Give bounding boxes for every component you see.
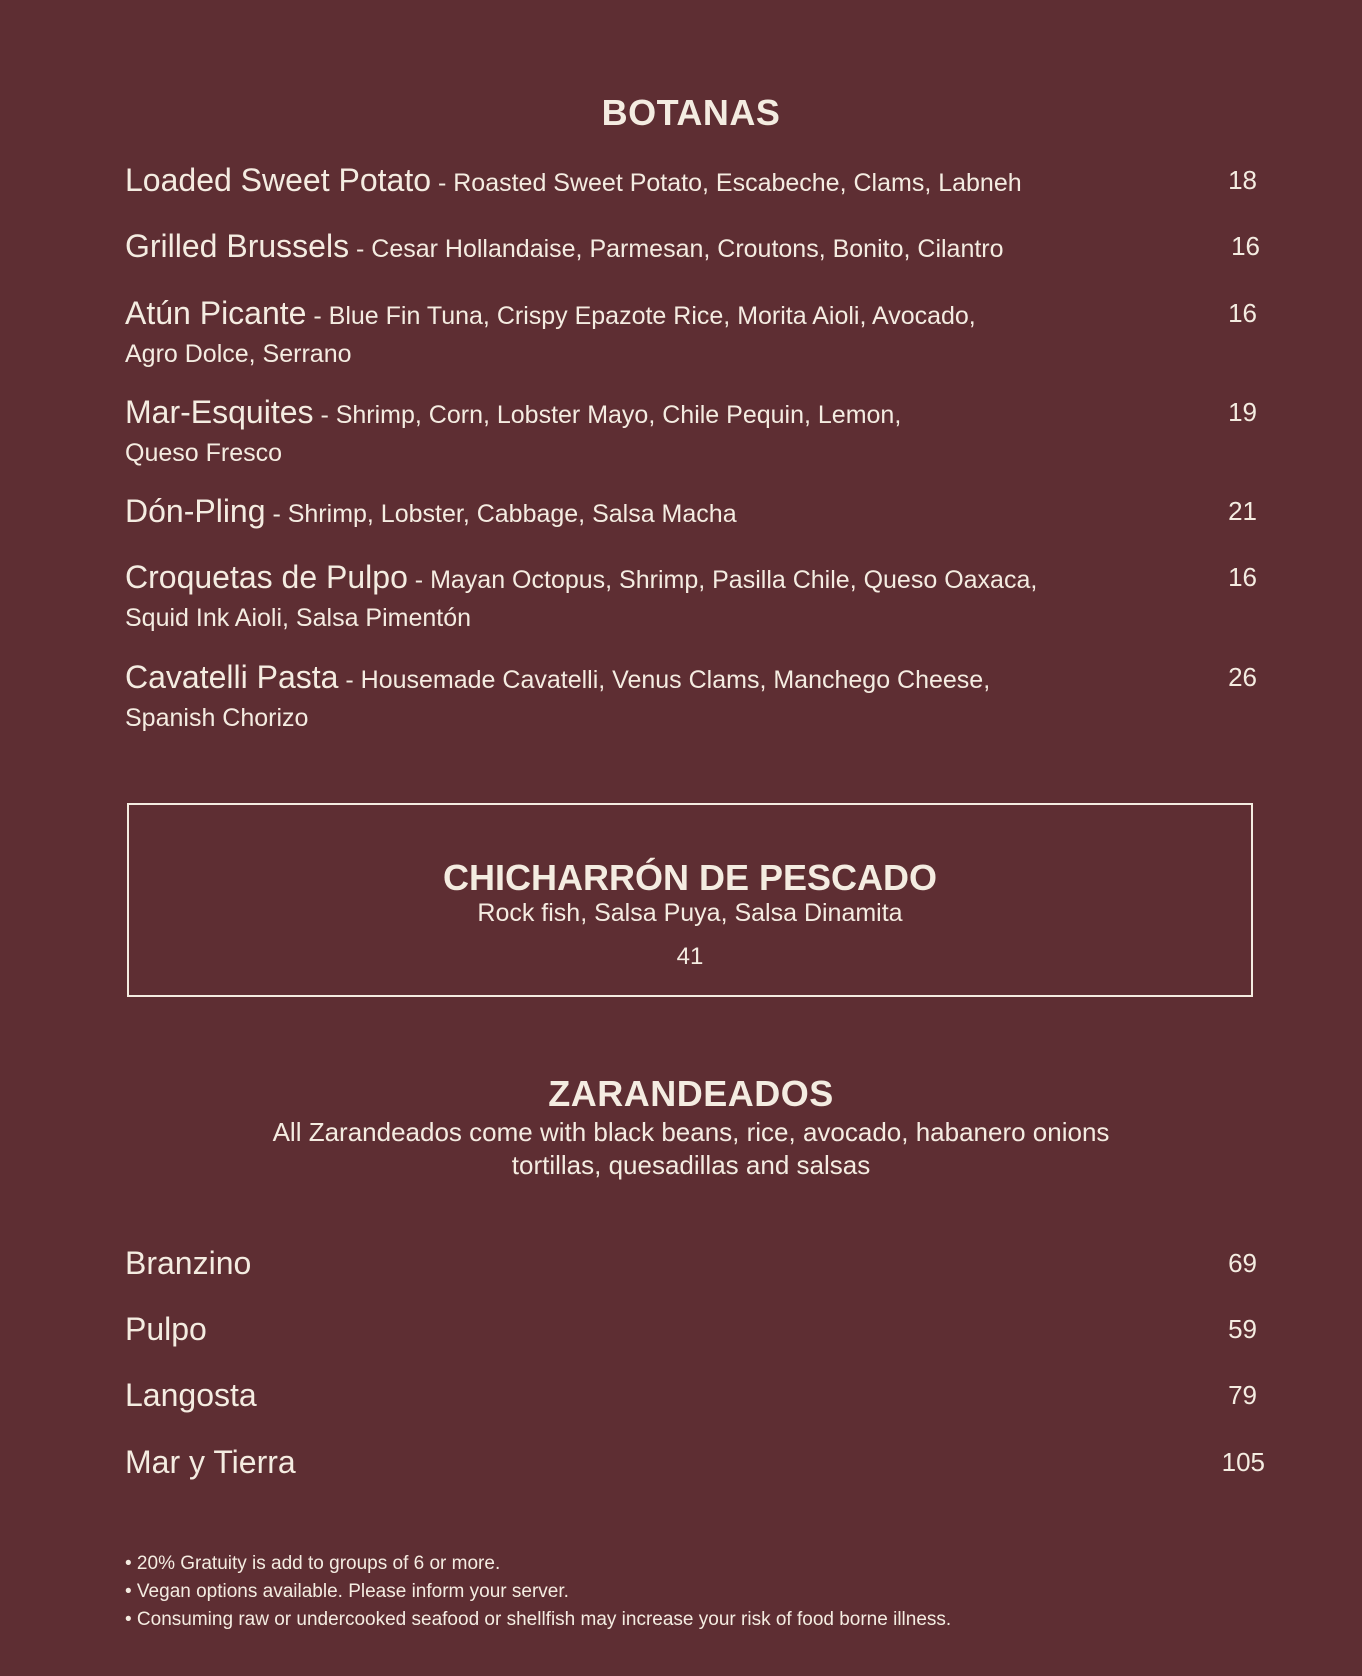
item-name: Dón-Pling <box>125 493 266 529</box>
item-price: 19 <box>1228 397 1257 427</box>
note-raw-seafood-warning: • Consuming raw or undercooked seafood or shellfish may increase your risk of food borne illness. <box>125 1609 952 1630</box>
item-description-continued: Spanish Chorizo <box>125 704 309 732</box>
item-name: Branzino <box>125 1245 252 1281</box>
menu-item-atun-picante <box>125 296 1257 371</box>
item-description-continued: Queso Fresco <box>125 439 283 467</box>
item-name: Langosta <box>125 1377 257 1413</box>
menu-item-langosta <box>125 1375 1257 1415</box>
menu-item-don-pling <box>125 494 1257 535</box>
zarandeados-subtitle-line2: tortillas, quesadillas and salsas <box>511 1150 871 1180</box>
menu-notes <box>125 1550 1257 1634</box>
featured-dish-description: Rock fish, Salsa Puya, Salsa Dinamita <box>477 899 903 927</box>
featured-dish-box <box>127 803 1253 997</box>
item-name: Pulpo <box>125 1311 207 1347</box>
item-price: 21 <box>1228 496 1257 526</box>
featured-dish-title: CHICHARRÓN DE PESCADO <box>442 857 938 898</box>
menu-item-grilled-brussels <box>125 228 1260 270</box>
item-name: Croquetas de Pulpo <box>125 559 408 595</box>
botanas-title: BOTANAS <box>601 92 781 133</box>
item-price: 18 <box>1228 165 1257 195</box>
menu-item-mar-y-tierra <box>125 1442 1265 1482</box>
item-description: - Roasted Sweet Potato, Escabeche, Clams, Labneh <box>431 169 1022 197</box>
menu-item-mar-esquites <box>125 395 1257 470</box>
note-gratuity: • 20% Gratuity is add to groups of 6 or more. <box>125 1553 501 1574</box>
menu-page <box>125 0 1265 1676</box>
zarandeados-subtitle-line1: All Zarandeados come with black beans, rice, avocado, habanero onions <box>272 1117 1110 1147</box>
menu-item-croquetas-de-pulpo <box>125 560 1257 635</box>
item-name: Cavatelli Pasta <box>125 659 339 695</box>
item-name: Mar y Tierra <box>125 1444 296 1480</box>
featured-dish-price: 41 <box>676 943 704 970</box>
menu-item-branzino <box>125 1243 1257 1283</box>
item-description: - Cesar Hollandaise, Parmesan, Croutons, Bonito, Cilantro <box>349 235 1004 263</box>
menu-item-loaded-sweet-potato <box>125 163 1257 204</box>
zarandeados-title: ZARANDEADOS <box>548 1073 834 1114</box>
item-description-continued: Squid Ink Aioli, Salsa Pimentón <box>125 604 472 632</box>
item-price: 59 <box>1228 1314 1257 1344</box>
item-description: - Shrimp, Lobster, Cabbage, Salsa Macha <box>265 500 737 528</box>
item-price: 16 <box>1231 231 1260 261</box>
item-name: Grilled Brussels <box>125 228 350 264</box>
item-description: - Mayan Octopus, Shrimp, Pasilla Chile, Queso Oaxaca, <box>407 566 1038 594</box>
item-description: - Shrimp, Corn, Lobster Mayo, Chile Pequin, Lemon, <box>313 401 902 429</box>
item-name: Atún Picante <box>125 295 307 331</box>
item-price: 105 <box>1221 1447 1265 1477</box>
item-price: 26 <box>1228 662 1257 692</box>
item-description-continued: Agro Dolce, Serrano <box>125 340 352 368</box>
item-price: 69 <box>1228 1248 1257 1278</box>
item-price: 16 <box>1228 562 1257 592</box>
item-description: - Housemade Cavatelli, Venus Clams, Manchego Cheese, <box>338 666 991 694</box>
item-price: 16 <box>1228 298 1257 328</box>
note-vegan: • Vegan options available. Please inform your server. <box>125 1581 569 1602</box>
menu-item-cavatelli-pasta <box>125 660 1257 735</box>
item-description: - Blue Fin Tuna, Crispy Epazote Rice, Morita Aioli, Avocado, <box>306 302 976 330</box>
item-name: Mar-Esquites <box>125 394 314 430</box>
item-name: Loaded Sweet Potato <box>125 162 432 198</box>
menu-item-pulpo <box>125 1309 1257 1349</box>
item-price: 79 <box>1228 1380 1257 1410</box>
